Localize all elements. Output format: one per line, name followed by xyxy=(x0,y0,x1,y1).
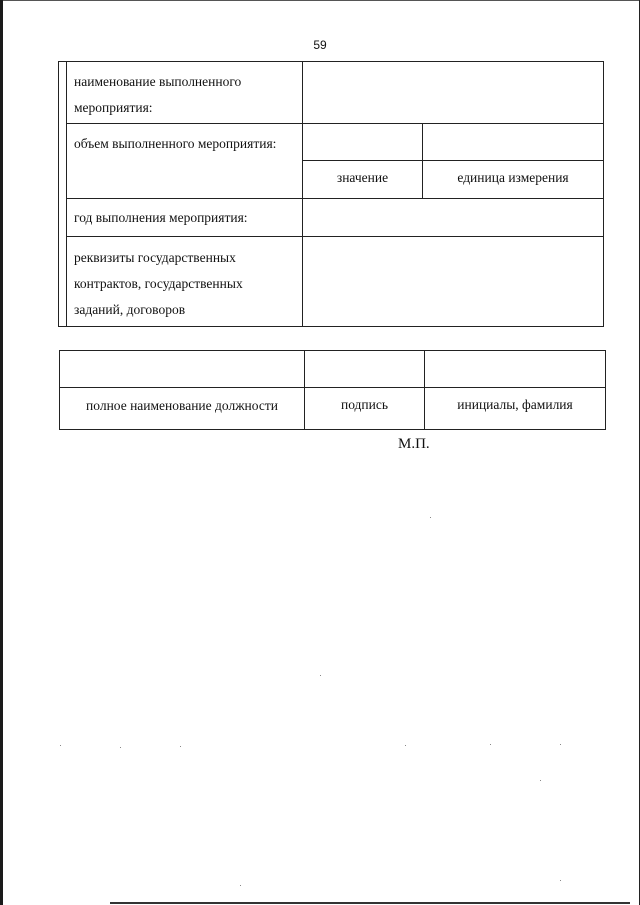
scan-speck xyxy=(430,517,431,518)
activity-name-label: наименование выполненного мероприятия: xyxy=(74,74,242,115)
page-number: 59 xyxy=(313,38,327,52)
scan-speck xyxy=(120,747,121,748)
full-name-input[interactable] xyxy=(425,351,605,387)
scan-edge-left xyxy=(0,0,3,905)
scan-speck xyxy=(405,745,406,746)
stamp-place-label: М.П. xyxy=(398,436,430,452)
contract-details-value[interactable] xyxy=(303,237,603,326)
position-input[interactable] xyxy=(60,351,304,387)
full-name-caption: инициалы, фамилия xyxy=(457,397,573,412)
table-border-bottom xyxy=(58,326,604,327)
scan-speck xyxy=(240,885,241,886)
signature-caption: подпись xyxy=(340,397,389,412)
volume-unit-input[interactable] xyxy=(423,124,603,160)
table-border-left xyxy=(58,61,59,327)
volume-value-caption: значение xyxy=(336,170,389,185)
volume-unit-caption: единица измерения xyxy=(457,170,569,185)
activity-year-label: год выполнения мероприятия: xyxy=(74,210,248,225)
scan-speck xyxy=(180,746,181,747)
scan-speck xyxy=(60,745,61,746)
signature-border-bottom xyxy=(59,429,606,430)
volume-value-input[interactable] xyxy=(303,124,422,160)
signature-row-divider xyxy=(59,387,606,388)
activity-year-value[interactable] xyxy=(303,199,603,236)
volume-subrow-divider xyxy=(302,160,604,161)
signature-table xyxy=(59,350,606,430)
activity-form-table xyxy=(58,61,604,327)
contract-details-label: реквизиты государственных контрактов, государственных заданий, договоров xyxy=(74,250,243,317)
scan-speck xyxy=(320,675,321,676)
scan-speck xyxy=(540,780,541,781)
scan-speck xyxy=(560,880,561,881)
scan-edge-top xyxy=(0,0,640,1)
scan-speck xyxy=(560,744,561,745)
table-border-right xyxy=(603,61,604,327)
signature-border-right xyxy=(605,350,606,430)
activity-name-value[interactable] xyxy=(303,62,603,123)
activity-volume-label: объем выполненного мероприятия: xyxy=(74,136,277,151)
scan-edge-bottom xyxy=(110,902,630,904)
position-caption: полное наименование должности xyxy=(86,398,278,413)
signature-input[interactable] xyxy=(305,351,424,387)
scan-speck xyxy=(490,744,491,745)
